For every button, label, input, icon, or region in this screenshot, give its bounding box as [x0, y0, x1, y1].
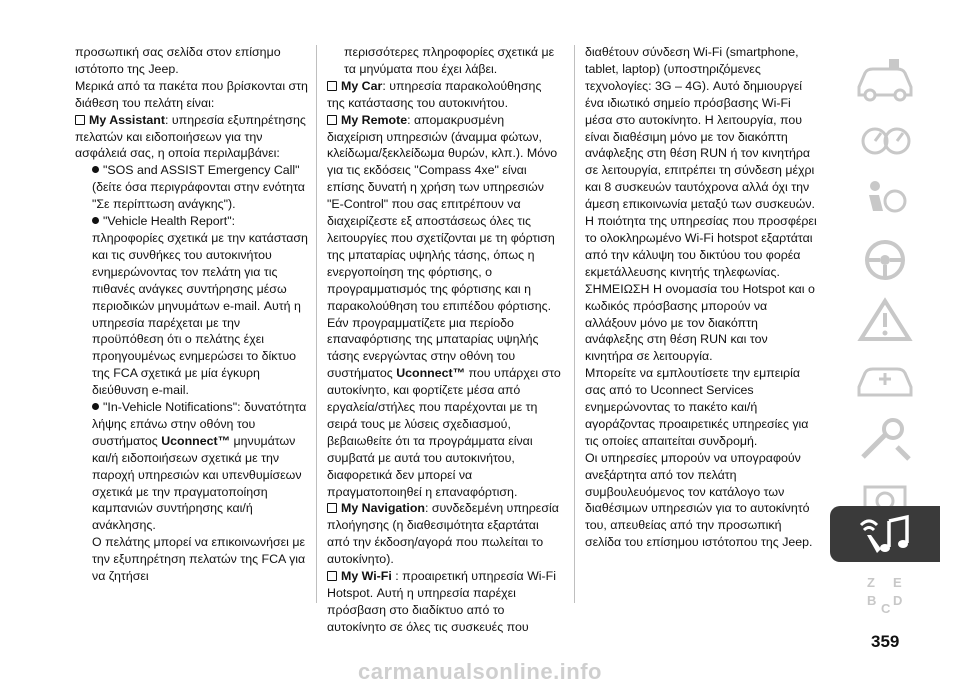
svg-text:D: D [893, 593, 903, 608]
checkbox-icon [327, 115, 337, 125]
bullet-sos: "SOS and ASSIST Emergency Call" (δείτε όσα περιγράφονται στην ενότητα "Σε περίπτωση ανάγκης"). [92, 163, 305, 212]
my-wifi-item: My Wi-Fi : προαιρετική υπηρεσία Wi-Fi Hotspot. Αυτή η υπηρεσία παρέχει πρόσβαση στο διαδίκτυο από το αυτοκίνητο σε όλες τις συσκευές που [327, 569, 556, 634]
checkbox-icon [327, 81, 337, 91]
svg-text:Z: Z [867, 575, 875, 590]
chapter-tab-warnings[interactable] [830, 292, 940, 348]
my-car-item: My Car: υπηρεσία παρακολούθησης της κατάστασης του αυτοκινήτου. [327, 78, 542, 110]
customer-service-text: Ο πελάτης μπορεί να επικοινωνήσει με την εξυπηρέτηση πελατών της FCA για να ζητήσει [92, 535, 306, 584]
checkbox-icon [75, 115, 85, 125]
wifi-description: διαθέτουν σύνδεση Wi-Fi (smartphone, tablet, laptop) (υποστηριζόμενες τεχνολογίες: 3G – 4G). Αυτό δημιουργεί ένα ιδιωτικό σημείο πρόσβασης Wi-Fi μέσα στο αυτοκίνητο. Η λειτουργία, που είναι διαθέσιμη μόνο με τον διακόπτη ανάφλεξης στη θέση RUN ή τον κινητήρα σε λειτουργία, επιτρέπει τη σύνδεση μέχρι και 8 συσκευών ταυτόχρονα αλλά όχι την άμεση επικοινωνία μεταξύ των συσκευών. Η ποιότητα της υπηρεσίας που προσφέρει το ολοκληρωμένο Wi-Fi hotspot εξαρτάται από την κάλυψη του δικτύου του φορέα εκμετάλλευσης κινητής τηλεφωνίας. [585, 45, 817, 279]
bullet-notifications: "In-Vehicle Notifications": δυνατότητα λήψης επάνω στην οθόνη του συστήματος Uconnect™ μηνυμάτων και/ή ειδοποιήσεων σχετικά με την παροχή υπηρεσιών και υπενθυμίσεων σχετικά με την πραγματοποίηση καμπανιών συντήρησης και/ή ανάκλησης. [92, 400, 307, 533]
svg-text:C: C [881, 601, 891, 616]
my-remote-charging-text: Εάν προγραμματίζετε μια περίοδο επαναφόρτισης της μπαταρίας υψηλής τάσης ενεργώντας στην οθόνη του συστήματος Uconnect™ που υπάρχει στο αυτοκίνητο, και φορτίζετε μέσα από εργαλεία/στήλες που παρέχονται με τη σειρά τους με λύσεις σχεδιασμού, βεβαιωθείτε ότι τα προγράμματα είναι συμβατά με αυτά του αυτοκινήτου, διαφορετικά δεν μπορεί να πραγματοποιηθεί η επαναφόρτιση. [327, 315, 561, 499]
svg-text:E: E [893, 575, 902, 590]
bullet-icon [92, 403, 99, 410]
wrench-icon [853, 417, 917, 463]
hotspot-note: ΣΗΜΕΙΩΣΗ Η ονομασία του Hotspot και ο κωδικός πρόσβασης μπορούν να αλλάξουν μόνο με τον διακόπτη ανάφλεξης στη θέση RUN και τον κινητήρα σε λειτουργία. [585, 281, 815, 364]
checkbox-icon [327, 571, 337, 581]
chapter-tab-vehicle[interactable] [830, 52, 940, 108]
page-number: 359 [871, 632, 900, 651]
svg-text:B: B [867, 593, 877, 608]
checkbox-icon [327, 503, 337, 513]
enrich-experience-text: Μπορείτε να εμπλουτίσετε την εμπειρία σας από το Uconnect Services ενημερώνοντας το πακέτο και/ή αγοράζοντας προαιρετικές υπηρεσίες για τις οποίες απαιτείται συνδρομή. [585, 366, 809, 448]
bullet-icon [92, 217, 99, 224]
alphabet-index-icon [853, 571, 917, 617]
column-2 [327, 44, 562, 636]
chapter-tab-index[interactable] [830, 566, 940, 622]
chapter-tab-dashboard[interactable] [830, 112, 940, 168]
chapter-tab-starting[interactable] [830, 232, 940, 288]
steering-wheel-icon [853, 237, 917, 283]
intro-text: προσωπική σας σελίδα στον επίσημο ιστότοπο της Jeep. [75, 45, 281, 76]
column-1 [75, 44, 310, 585]
column-divider-1 [316, 45, 317, 603]
continuation-text: περισσότερες πληροφορίες σχετικά με τα μηνύματα που έχει λάβει. [344, 45, 555, 76]
my-navigation-item: My Navigation: συνδεδεμένη υπηρεσία πλοήγησης (η διαθεσιμότητα εξαρτάται από την έκδοση/αγορά που πωλείται το αυτοκίνητο). [327, 501, 559, 567]
multimedia-icon [853, 511, 917, 557]
watermark: carmanualsonline.info [358, 659, 602, 684]
airbag-icon [853, 177, 917, 223]
chapter-tab-safety[interactable] [830, 172, 940, 228]
my-assistant-item: My Assistant: υπηρεσία εξυπηρέτησης πελατών και ειδοποιήσεων για την ασφάλειά σας, η οποία περιλαμβάνει: [75, 112, 306, 161]
emergency-icon [853, 357, 917, 403]
subscription-text: Οι υπηρεσίες μπορούν να υπογραφούν ανεξάρτητα από τον πελάτη συμβουλευόμενος τον κατάλογο των διαθέσιμων υπηρεσιών για το αυτοκίνητό του, απευθείας από την προσωπική σελίδα του επίσημου ιστότοπου της Jeep. [585, 450, 813, 550]
car-info-icon [853, 57, 917, 103]
my-remote-item: My Remote: απομακρυσμένη διαχείριση υπηρεσιών (άναμμα φώτων, κλείδωμα/ξεκλείδωμα θυρών, κλπ.). Μόνο για τις εκδόσεις "Compass 4xe" είναι επίσης δυνατή η χρήση των υπηρεσιών "E-Control" που σας επιτρέπουν να διαχειρίζεστε εξ αποστάσεως όλες τις λειτουργίες που σχετίζονται με τη φόρτιση της μπαταρίας υψηλής τάσης, όπως η ενεργοποίηση της φόρτισης, ο προγραμματισμός της φόρτισης και η παρακολούθηση του επιπέδου φόρτισης. [327, 112, 558, 313]
chapter-sidebar [830, 52, 942, 616]
bullet-icon [92, 166, 99, 173]
chapter-tab-multimedia[interactable] [830, 506, 940, 562]
chapter-tab-maintenance[interactable] [830, 412, 940, 468]
column-3 [585, 44, 817, 551]
dashboard-icon [853, 117, 917, 163]
apps-intro: Μερικά από τα πακέτα που βρίσκονται στη διάθεση του πελάτη είναι: [75, 78, 308, 110]
warning-triangle-icon [853, 297, 917, 343]
bullet-health-report: "Vehicle Health Report": πληροφορίες σχετικά με την κατάσταση και τις συνθήκες του αυτοκινήτου ενημερώνοντας τον πελάτη για τις πιθανές ανάγκες συντήρησης μέσω περιοδικών μηνυμάτων e-mail. Αυτή η υπηρεσία παρέχεται με την προϋπόθεση ότι ο πελάτης έχει προηγουμένως ενημερώσει το δίκτυο της FCA σχετικά με μία έγκυρη διεύθυνση e-mail. [92, 214, 308, 398]
column-divider-2 [574, 45, 575, 603]
chapter-tab-emergency[interactable] [830, 352, 940, 408]
